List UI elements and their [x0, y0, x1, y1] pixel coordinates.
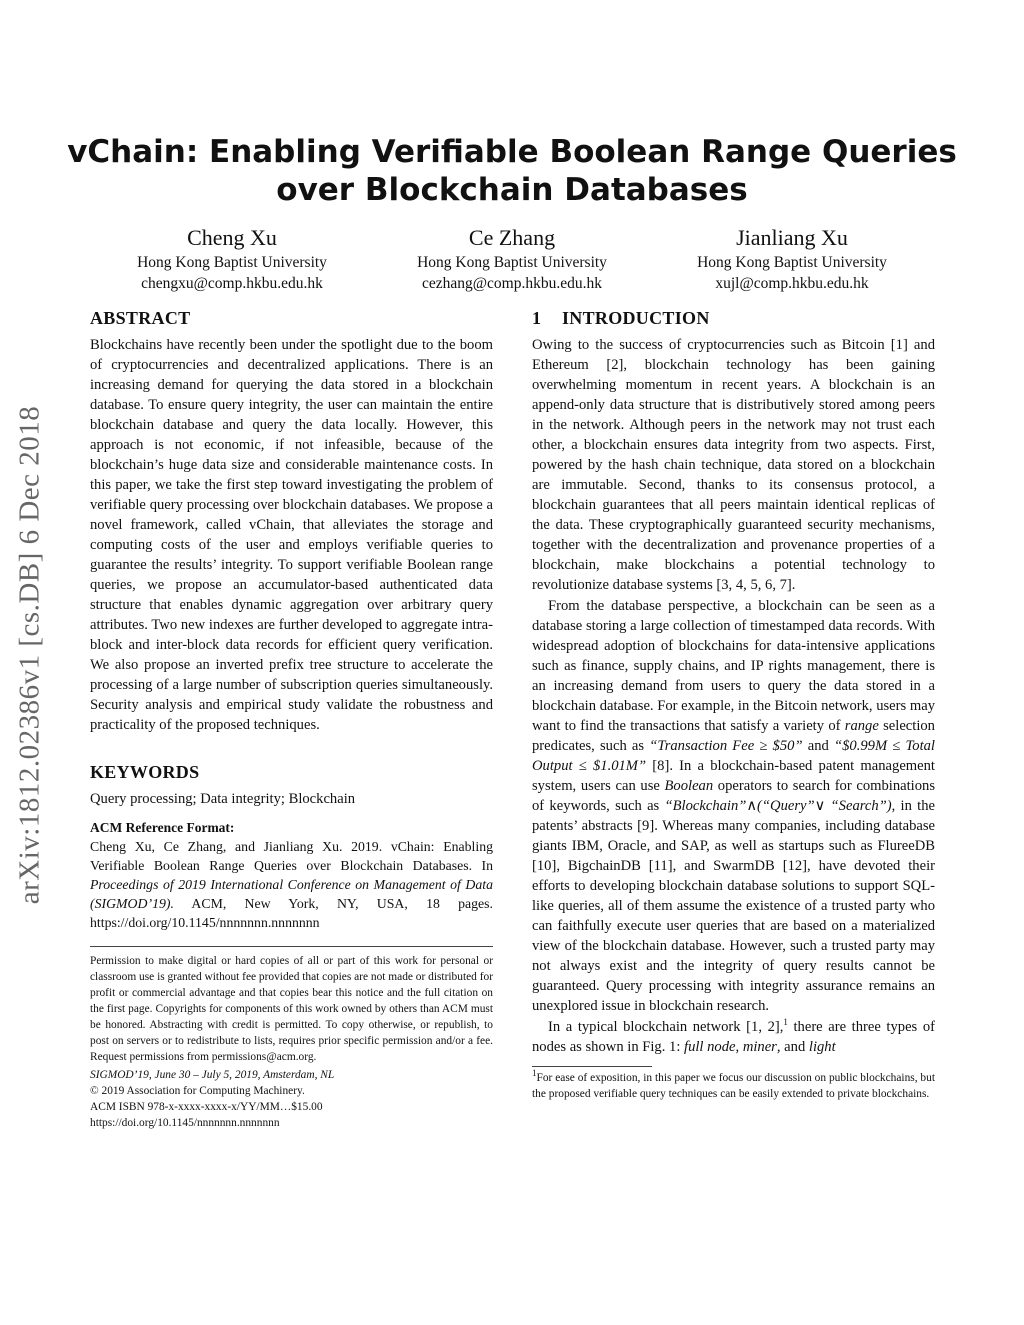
- intro-p2-boolean: Boolean: [664, 778, 714, 794]
- right-column: [532, 305, 935, 1102]
- author-affiliation: Hong Kong Baptist University: [137, 254, 327, 271]
- intro-p2-text-a: From the database perspective, a blockchain can be seen as a database storing a large collection of timestamped data records. With widespread adoption of blockchains for data-intensive applications such as finance, supply chains, and IP rights management, there is an increasing demand from users to query the data stored in a blockchain database. For example, in the Bitcoin network, users may want to find the transactions that satisfy a variety of: [532, 598, 935, 734]
- author-affiliation: Hong Kong Baptist University: [697, 254, 887, 271]
- intro-p2-text-d: [8]. In a blockchain-based patent management system, users can use: [532, 758, 935, 794]
- author-3: [652, 224, 932, 294]
- intro-paragraph-3: [532, 1017, 935, 1057]
- intro-p2-range: range: [844, 718, 879, 734]
- doi-line: https://doi.org/10.1145/nnnnnnn.nnnnnnn: [90, 1117, 280, 1129]
- intro-p3-text-b: there are three types of nodes as shown in Fig. 1:: [532, 1019, 935, 1055]
- author-block: [92, 224, 932, 294]
- intro-p2-text-f: , in the patents’ abstracts [9]. Whereas many companies, including database giants IBM, Oracle, and SAP, as well as startups such as FlureeDB [10], BigchainDB [11], and SwarmDB [12], have devoted their efforts to developing blockchain database solutions to support SQL-like queries, all of them assume the existence of a trusted party who can faithfully execute user queries that are based on a materialized view of the blockchain database. However, such a trusted party may not always exist and the integrity of query results cannot be guaranteed. Query processing with integrity assurance remains an unexplored issue in blockchain research.: [532, 798, 935, 1014]
- abstract-heading: ABSTRACT: [90, 308, 191, 328]
- copyright-line: © 2019 Association for Computing Machinery.: [90, 1085, 305, 1097]
- intro-p3-text-a: In a typical blockchain network [1, 2],: [548, 1019, 784, 1035]
- arxiv-identifier-text: arXiv:1812.02386v1 [cs.DB] 6 Dec 2018: [13, 405, 46, 905]
- conference-info: SIGMOD’19, June 30 – July 5, 2019, Amsterdam, NL: [90, 1069, 335, 1081]
- arxiv-identifier: [12, 355, 48, 955]
- paper-title: [60, 133, 964, 209]
- intro-p2-query-2: “$0.99M ≤ Total Output ≤ $1.01M”: [532, 738, 935, 774]
- intro-p3-text-c: ,: [735, 1039, 743, 1055]
- acm-reference-proceedings: Proceedings of 2019 International Conference on Management of Data (SIGMOD’19).: [90, 877, 493, 911]
- abstract-text: Blockchains have recently been under the spotlight due to the boom of cryptocurrencies and decentralized applications. There is an increasing demand for querying the data stored in a blockchain database. To ensure query integrity, the user can maintain the entire blockchain database and query the data locally. However, this approach is not economic, if not infeasible, because of the blockchain’s huge data size and considerable maintenance costs. In this paper, we take the first step toward investigating the problem of verifiable query processing over blockchain databases. We propose a novel framework, called vChain, that alleviates the storage and computing costs of the user and employs verifiable queries to guarantee the results’ integrity. To support verifiable Boolean range queries, we propose an accumulator-based authenticated data structure that enables dynamic aggregation over arbitrary query attributes. Two new indexes are further developed to aggregate intra-block and inter-block data records for efficient query verification. We also propose an inverted prefix tree structure to accelerate the processing of a large number of subscription queries simultaneously. Security analysis and empirical study validate the robustness and practicality of the proposed techniques.: [90, 337, 493, 733]
- intro-p3-miner: miner: [742, 1039, 777, 1055]
- intro-paragraph-2: [532, 596, 935, 1016]
- acm-reference-plain: Cheng Xu, Ce Zhang, and Jianliang Xu. 2019. vChain: Enabling Verifiable Boolean Range Queries over Blockchain Databases. In: [90, 839, 493, 873]
- intro-paragraph-1: Owing to the success of cryptocurrencies such as Bitcoin [1] and Ethereum [2], blockchain technology has been gaining overwhelming momentum in recent years. A blockchain is an append-only data structure that is distributively stored among peers in the network. Although peers in the network may not trust each other, a blockchain ensures data integrity from two aspects. First, powered by the hash chain technique, data stored on a blockchain are immutable. Second, thanks to its consensus protocol, a blockchain guarantees that all peers maintain identical replicas of the data. These cryptographically guaranteed security mechanisms, together with the decentralization and provenance properties of a blockchain, make blockchains a potential technology to revolutionize database systems [3, 4, 5, 6, 7].: [532, 337, 935, 593]
- author-email: chengxu@comp.hkbu.edu.hk: [141, 275, 323, 292]
- intro-p2-text-e: operators to search for combinations of keywords, such as: [532, 778, 936, 814]
- intro-p3-text-d: , and: [776, 1039, 809, 1055]
- footnote: [532, 1070, 935, 1102]
- footnote-mark: 1: [532, 1068, 537, 1079]
- footnote-marker: 1: [783, 1017, 788, 1028]
- intro-p2-query-1: “Transaction Fee ≥ $50”: [649, 738, 803, 754]
- intro-p2-query-3: “Blockchain”∧(“Query”∨ “Search”): [664, 798, 892, 814]
- section-title-text: INTRODUCTION: [562, 308, 710, 328]
- permission-divider: [90, 946, 493, 947]
- keywords-text: Query processing; Data integrity; Blockchain: [90, 791, 356, 807]
- author-name: Jianliang Xu: [736, 225, 848, 250]
- paper-title-line-2: over Blockchain Databases: [276, 172, 748, 208]
- author-affiliation: Hong Kong Baptist University: [417, 254, 607, 271]
- author-1: [92, 224, 372, 294]
- keywords-heading: KEYWORDS: [90, 762, 200, 782]
- introduction-heading: [532, 305, 935, 331]
- permission-notice: Permission to make digital or hard copies of all or part of this work for personal or classroom use is granted without fee provided that copies are not made or distributed for profit or commercial advantage and that copies bear this notice and the full citation on the first page. Copyrights for components of this work owned by others than ACM must be honored. Abstracting with credit is permitted. To copy otherwise, or republish, to post on servers or to redistribute to lists, requires prior specific permission and/or a fee. Request permissions from permissions@acm.org.: [90, 955, 493, 1063]
- section-number: 1: [532, 308, 542, 328]
- acm-reference-heading: ACM Reference Format:: [90, 820, 235, 835]
- footnote-text: For ease of exposition, in this paper we focus our discussion on public blockchains, but the proposed verifiable query techniques can be easily extended to private blockchains.: [532, 1072, 935, 1100]
- author-name: Ce Zhang: [468, 225, 556, 250]
- author-email: xujl@comp.hkbu.edu.hk: [715, 275, 869, 292]
- intro-p2-text-b: selection predicates, such as: [532, 718, 935, 754]
- paper-title-line-1: vChain: Enabling Verifiable Boolean Range Queries: [67, 134, 957, 170]
- left-column: [90, 305, 493, 1131]
- acm-reference-text: [90, 837, 493, 932]
- author-email: cezhang@comp.hkbu.edu.hk: [422, 275, 602, 292]
- acm-reference-tail: ACM, New York, NY, USA, 18 pages. https://doi.org/10.1145/nnnnnnn.nnnnnnn: [90, 896, 493, 930]
- author-2: [372, 224, 652, 294]
- author-name: Cheng Xu: [187, 225, 277, 250]
- intro-p2-text-c: and: [802, 738, 835, 754]
- intro-p3-full-node: full node: [684, 1039, 736, 1055]
- footnote-divider: [532, 1066, 652, 1067]
- isbn-line: ACM ISBN 978-x-xxxx-xxxx-x/YY/MM…$15.00: [90, 1101, 323, 1113]
- intro-p3-light: light: [808, 1039, 836, 1055]
